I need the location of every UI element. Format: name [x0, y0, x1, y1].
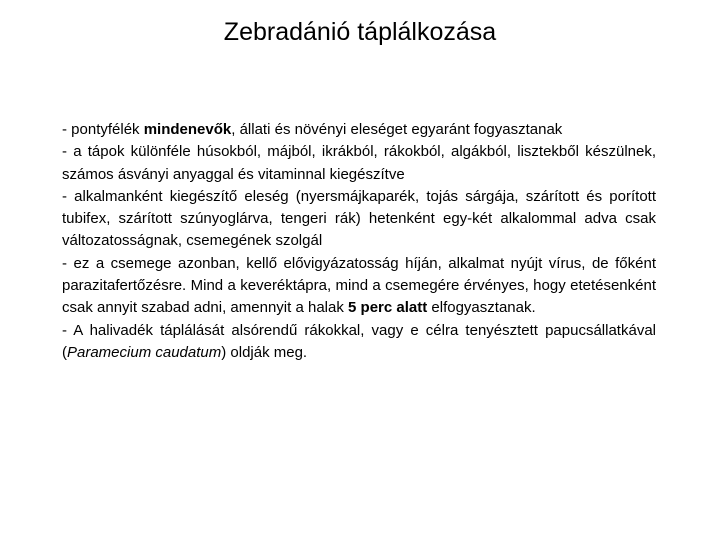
paragraph-text: ) oldják meg. [221, 343, 308, 361]
paragraph-text: elfogyasztanak. [427, 299, 536, 317]
paragraph-text: - ez a csemege azonban, kellő elővigyázatosság híján, alkalmat nyújt vírus, de főként parazitafertőzésre. Mind a keveréktápra, mind a csemegére érvényes, hogy etetésenként csak annyit szabad adni, amennyit a halak [62, 254, 656, 317]
paragraph-text: - A halivadék táplálását alsórendű rákokkal, vagy e célra tenyésztett papucsállatkával ( [62, 321, 656, 361]
paragraph-omnivores [62, 119, 656, 141]
bold-term-omnivores: mindenevők [143, 121, 232, 138]
slide-body [62, 119, 656, 364]
bold-term-five-minutes: 5 perc alatt [348, 299, 428, 317]
italic-species-name: Paramecium caudatum [67, 343, 222, 361]
paragraph-fry-feeding [62, 320, 656, 365]
paragraph-feeding-caution [62, 253, 656, 320]
paragraph-feed-ingredients: - a tápok különféle húsokból, májból, ikrákból, rákokból, algákból, lisztekből készülnek, számos ásványi anyaggal és vitaminnal kiegészítve [62, 143, 656, 183]
slide-title: Zebradánió táplálkozása [223, 18, 497, 46]
paragraph-text: - pontyfélék [62, 121, 144, 138]
paragraph-text: , állati és növényi eleséget egyaránt fogyasztanak [231, 121, 563, 138]
paragraph-supplementary-food: - alkalmanként kiegészítő eleség (nyersmájkaparék, tojás sárgája, szárított és porított tubifex, szárított szúnyoglárva, tengeri rák) hetenként egy-két alkalommal adva csak változatosságnak, csemegének szolgál [62, 187, 656, 250]
